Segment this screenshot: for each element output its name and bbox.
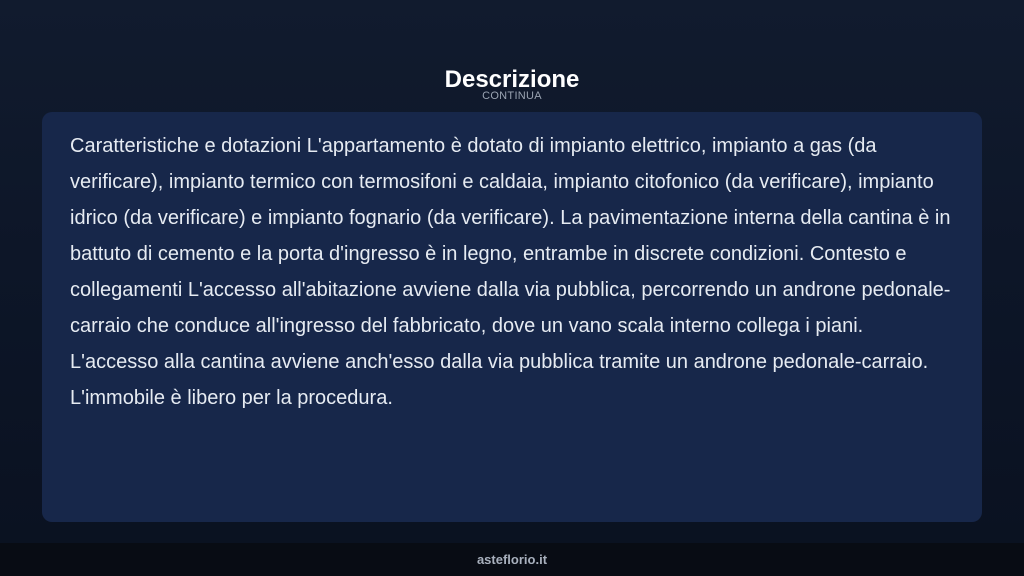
- page-title: Descrizione: [444, 66, 580, 94]
- description-text: Caratteristiche e dotazioni L'appartamento è dotato di impianto elettrico, impianto a gas (da verificare), impianto termico con termosifoni e caldaia, impianto citofonico (da verificare), impianto idrico (da verificare) e impianto fognario (da verificare). La pavimentazione interna della cantina è in battuto di cemento e la porta d'ingresso è in legno, entrambe in discrete condizioni. Contesto e collegamenti L'accesso all'abitazione avviene dalla via pubblica, percorrendo un androne pedonale-carraio che conduce all'ingresso del fabbricato, dove un vano scala interno collega i piani. L'accesso alla cantina avviene anch'esso dalla via pubblica tramite un androne pedonale-carraio. L'immobile è libero per la procedura.: [70, 135, 951, 409]
- continue-label: CONTINUA: [482, 90, 542, 102]
- description-card: [42, 112, 982, 522]
- footer-bar: [0, 543, 1024, 576]
- footer-brand: asteflorio.it: [476, 552, 548, 567]
